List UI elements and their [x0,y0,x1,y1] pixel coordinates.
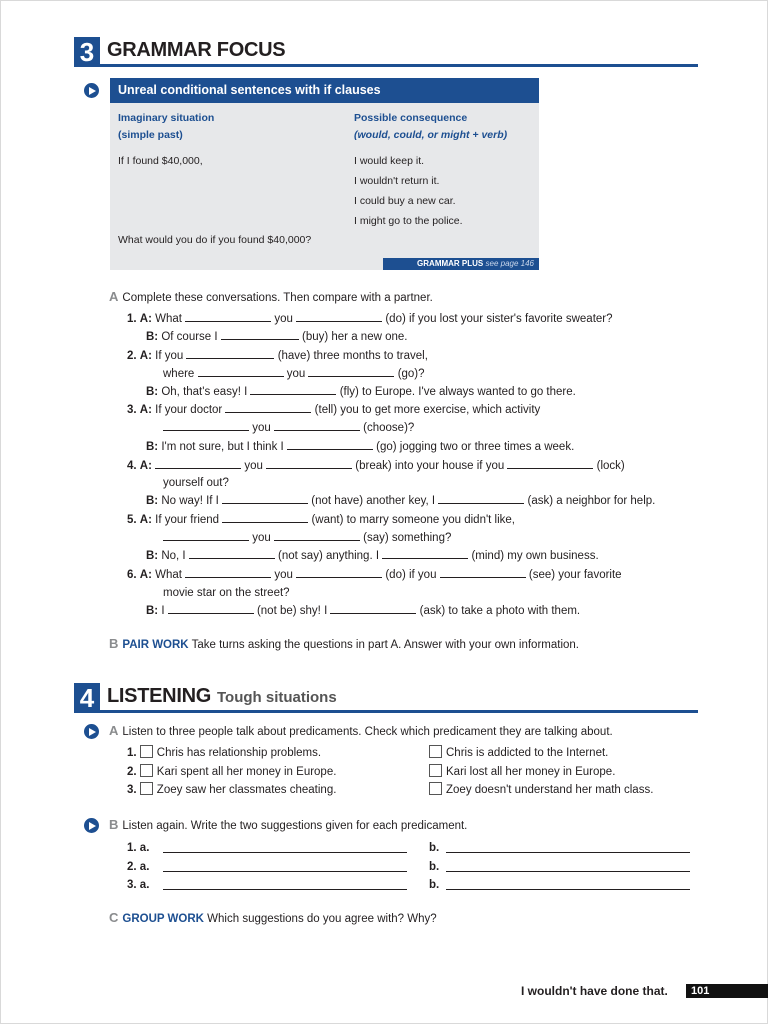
item-number: 2. [127,766,137,778]
answer-blank[interactable] [287,438,373,450]
answer-blank[interactable] [250,383,336,395]
text: (lock) [596,460,625,472]
instruction-text: Complete these conversations. Then compare with a partner. [122,292,433,304]
text: you [244,460,263,472]
answer-blank[interactable] [225,401,311,413]
answer-blank[interactable] [185,566,271,578]
item-number: 5. [127,514,137,526]
option-text: Zoey doesn't understand her math class. [446,784,654,796]
text: (do) if you lost your sister's favorite sweater? [385,313,613,325]
answer-blank[interactable] [163,419,249,431]
answer-blank[interactable] [507,457,593,469]
checkbox[interactable] [429,764,442,777]
answer-blank[interactable] [163,529,249,541]
audio-play-icon[interactable] [84,818,99,833]
item-number: 6. [127,569,137,581]
checkbox[interactable] [429,745,442,758]
suggestion-row-1-b [429,839,439,857]
text: you [252,422,271,434]
text: What [155,569,182,581]
grammar-box [110,78,539,270]
text: If your doctor [155,404,223,416]
suggestion-row-1 [127,839,149,857]
speaker-label: A: [139,569,152,581]
conversation-1-a [127,310,613,328]
check-item-1 [127,744,321,762]
text: (buy) her a new one. [302,331,408,343]
speaker-label: B: [146,441,159,453]
listening-c-group-work [109,909,437,928]
answer-blank[interactable] [168,602,254,614]
answer-blank[interactable] [438,492,524,504]
answer-blank[interactable] [440,566,526,578]
checkbox[interactable] [140,782,153,795]
section-number: 3 [74,37,100,67]
text: (see) your favorite [528,569,622,581]
consequence-item: I might go to the police. [354,215,463,227]
text: (not be) shy! I [256,605,328,617]
speaker-label: A: [139,350,152,362]
col1-title-line2: (simple past) [118,129,183,141]
activity-label: GROUP WORK [122,913,204,925]
answer-blank[interactable] [274,419,360,431]
text: (want) to marry someone you didn't like, [311,514,515,526]
audio-play-icon[interactable] [84,724,99,739]
part-letter: B [109,817,119,832]
answer-blank[interactable] [221,328,299,340]
option-text: Zoey saw her classmates cheating. [156,784,337,796]
item-number: 3. [127,879,137,891]
listening-a-instruction [109,722,613,741]
speaker-label: B: [146,495,159,507]
answer-blank[interactable] [296,566,382,578]
option-text: Kari spent all her money in Europe. [156,766,337,778]
section-number: 4 [74,683,100,713]
text: (go)? [397,368,425,380]
speaker-label: A: [139,460,152,472]
speaker-label: B: [146,331,159,343]
text: What [155,313,182,325]
text: you [252,532,271,544]
conversation-3-a [127,401,540,419]
col2-title-line2: (would, could, or might + verb) [354,129,508,141]
checkbox[interactable] [140,745,153,758]
footer-caption: I wouldn't have done that. [521,984,668,998]
conversation-5-a-cont [163,529,451,547]
grammar-box-title: Unreal conditional sentences with if clauses [118,83,381,97]
answer-line[interactable] [163,871,407,872]
text: (go) jogging two or three times a week. [376,441,575,453]
text: I [161,605,165,617]
activity-label: PAIR WORK [122,639,189,651]
conversation-4-a-cont: yourself out? [163,477,229,489]
section-title [107,685,337,708]
item-number: 3. [127,784,137,796]
part-letter: A [109,289,119,304]
speaker-label: B: [146,550,159,562]
col1-title [118,110,214,144]
page-number: 101 [686,984,768,998]
col2-title-line1: Possible consequence [354,112,468,124]
text: you [274,569,293,581]
consequence-item: I wouldn't return it. [354,175,440,187]
answer-blank[interactable] [186,347,274,359]
answer-line[interactable] [446,852,690,853]
section-title: GRAMMAR FOCUS [107,39,286,61]
section-3-header [74,37,698,67]
grammar-box-header [110,78,539,103]
answer-blank[interactable] [274,529,360,541]
text: you [274,313,293,325]
text: I'm not sure, but I think I [161,441,284,453]
section-4-header [74,683,698,713]
grammar-plus-label: GRAMMAR PLUS [417,259,484,268]
instruction-text: Take turns asking the questions in part A. Answer with your own information. [191,639,579,651]
text: Oh, that's easy! I [161,386,248,398]
text: (not say) anything. I [278,550,380,562]
option-text: Chris is addicted to the Internet. [446,747,609,759]
answer-line[interactable] [446,889,690,890]
text: No, I [161,550,186,562]
answer-blank[interactable] [296,310,382,322]
text: If your friend [155,514,220,526]
answer-blank[interactable] [330,602,416,614]
suggestion-row-3 [127,876,149,894]
answer-blank[interactable] [155,457,241,469]
check-item-1-alt [429,744,608,762]
answer-blank[interactable] [308,365,394,377]
text: you [286,368,306,380]
text: (not have) another key, I [311,495,436,507]
speaker-label: A: [139,404,152,416]
part-letter: B [109,636,119,651]
listening-b-instruction [109,816,467,835]
check-item-2 [127,763,336,781]
check-item-2-alt [429,763,615,781]
option-text: Kari lost all her money in Europe. [446,766,616,778]
conversation-2-a [127,347,428,365]
answer-line[interactable] [163,889,407,890]
answer-label: b. [429,842,440,854]
item-number: 3. [127,404,137,416]
if-clause: If I found $40,000, [118,155,203,167]
text: Of course I [161,331,218,343]
answer-line[interactable] [163,852,407,853]
consequence-list [354,151,463,231]
text: where [163,368,195,380]
conversation-4-b [146,492,655,510]
conversation-6-b [146,602,580,620]
text: (ask) to take a photo with them. [419,605,581,617]
answer-line[interactable] [446,871,690,872]
answer-blank[interactable] [266,457,352,469]
text: (ask) a neighbor for help. [527,495,656,507]
instruction-text: Listen to three people talk about predicaments. Check which predicament they are talking about. [122,726,613,738]
item-number: 2. [127,861,137,873]
check-item-3 [127,781,336,799]
item-number: 2. [127,350,137,362]
text: (break) into your house if you [355,460,505,472]
suggestion-row-2-b [429,858,439,876]
speaker-label: B: [146,386,159,398]
answer-label: a. [139,879,150,891]
answer-blank[interactable] [189,547,275,559]
instruction-text: Which suggestions do you agree with? Why? [207,913,437,925]
suggestion-row-3-b [429,876,439,894]
answer-blank[interactable] [222,492,308,504]
answer-label: b. [429,879,440,891]
part-b-pair-work [109,635,579,654]
speaker-label: B: [146,605,159,617]
audio-play-icon[interactable] [84,83,99,98]
item-number: 4. [127,460,137,472]
speaker-label: A: [139,313,152,325]
item-number: 1. [127,747,137,759]
check-item-3-alt [429,781,653,799]
consequence-item: I could buy a new car. [354,195,456,207]
consequence-item: I would keep it. [354,155,425,167]
answer-blank[interactable] [185,310,271,322]
suggestion-row-2 [127,858,149,876]
conversation-3-b [146,438,574,456]
conversation-3-a-cont [163,419,414,437]
conversation-2-a-cont [163,365,425,383]
grammar-plus-page: see page 146 [485,259,534,268]
checkbox[interactable] [140,764,153,777]
text: (do) if you [385,569,437,581]
text: (have) three months to travel, [277,350,428,362]
speaker-label: A: [139,514,152,526]
text: (tell) you to get more exercise, which activity [314,404,541,416]
text: (fly) to Europe. I've always wanted to go there. [339,386,576,398]
answer-blank[interactable] [222,511,308,523]
option-text: Chris has relationship problems. [156,747,322,759]
grammar-question: What would you do if you found $40,000? [118,234,312,246]
item-number: 1. [127,313,137,325]
part-letter: A [109,723,119,738]
answer-blank[interactable] [198,365,284,377]
answer-label: a. [139,842,150,854]
answer-label: a. [139,861,150,873]
part-a-instruction [109,288,433,307]
grammar-plus-link[interactable] [383,258,539,270]
text: (choose)? [363,422,415,434]
conversation-5-b [146,547,599,565]
text: If you [155,350,184,362]
conversation-2-b [146,383,576,401]
part-letter: C [109,910,119,925]
col1-title-line1: Imaginary situation [118,112,215,124]
conversation-6-a-cont: movie star on the street? [163,587,290,599]
item-number: 1. [127,842,137,854]
answer-label: b. [429,861,440,873]
conversation-5-a [127,511,515,529]
conversation-1-b [146,328,407,346]
section-subtitle: Tough situations [216,689,337,706]
col2-title [354,110,507,144]
answer-blank[interactable] [382,547,468,559]
conversation-4-a [127,457,625,475]
instruction-text: Listen again. Write the two suggestions given for each predicament. [122,820,468,832]
conversation-6-a [127,566,622,584]
checkbox[interactable] [429,782,442,795]
text: (say) something? [363,532,452,544]
section-title-text: LISTENING [107,685,211,707]
text: No way! If I [161,495,219,507]
text: (mind) my own business. [471,550,599,562]
